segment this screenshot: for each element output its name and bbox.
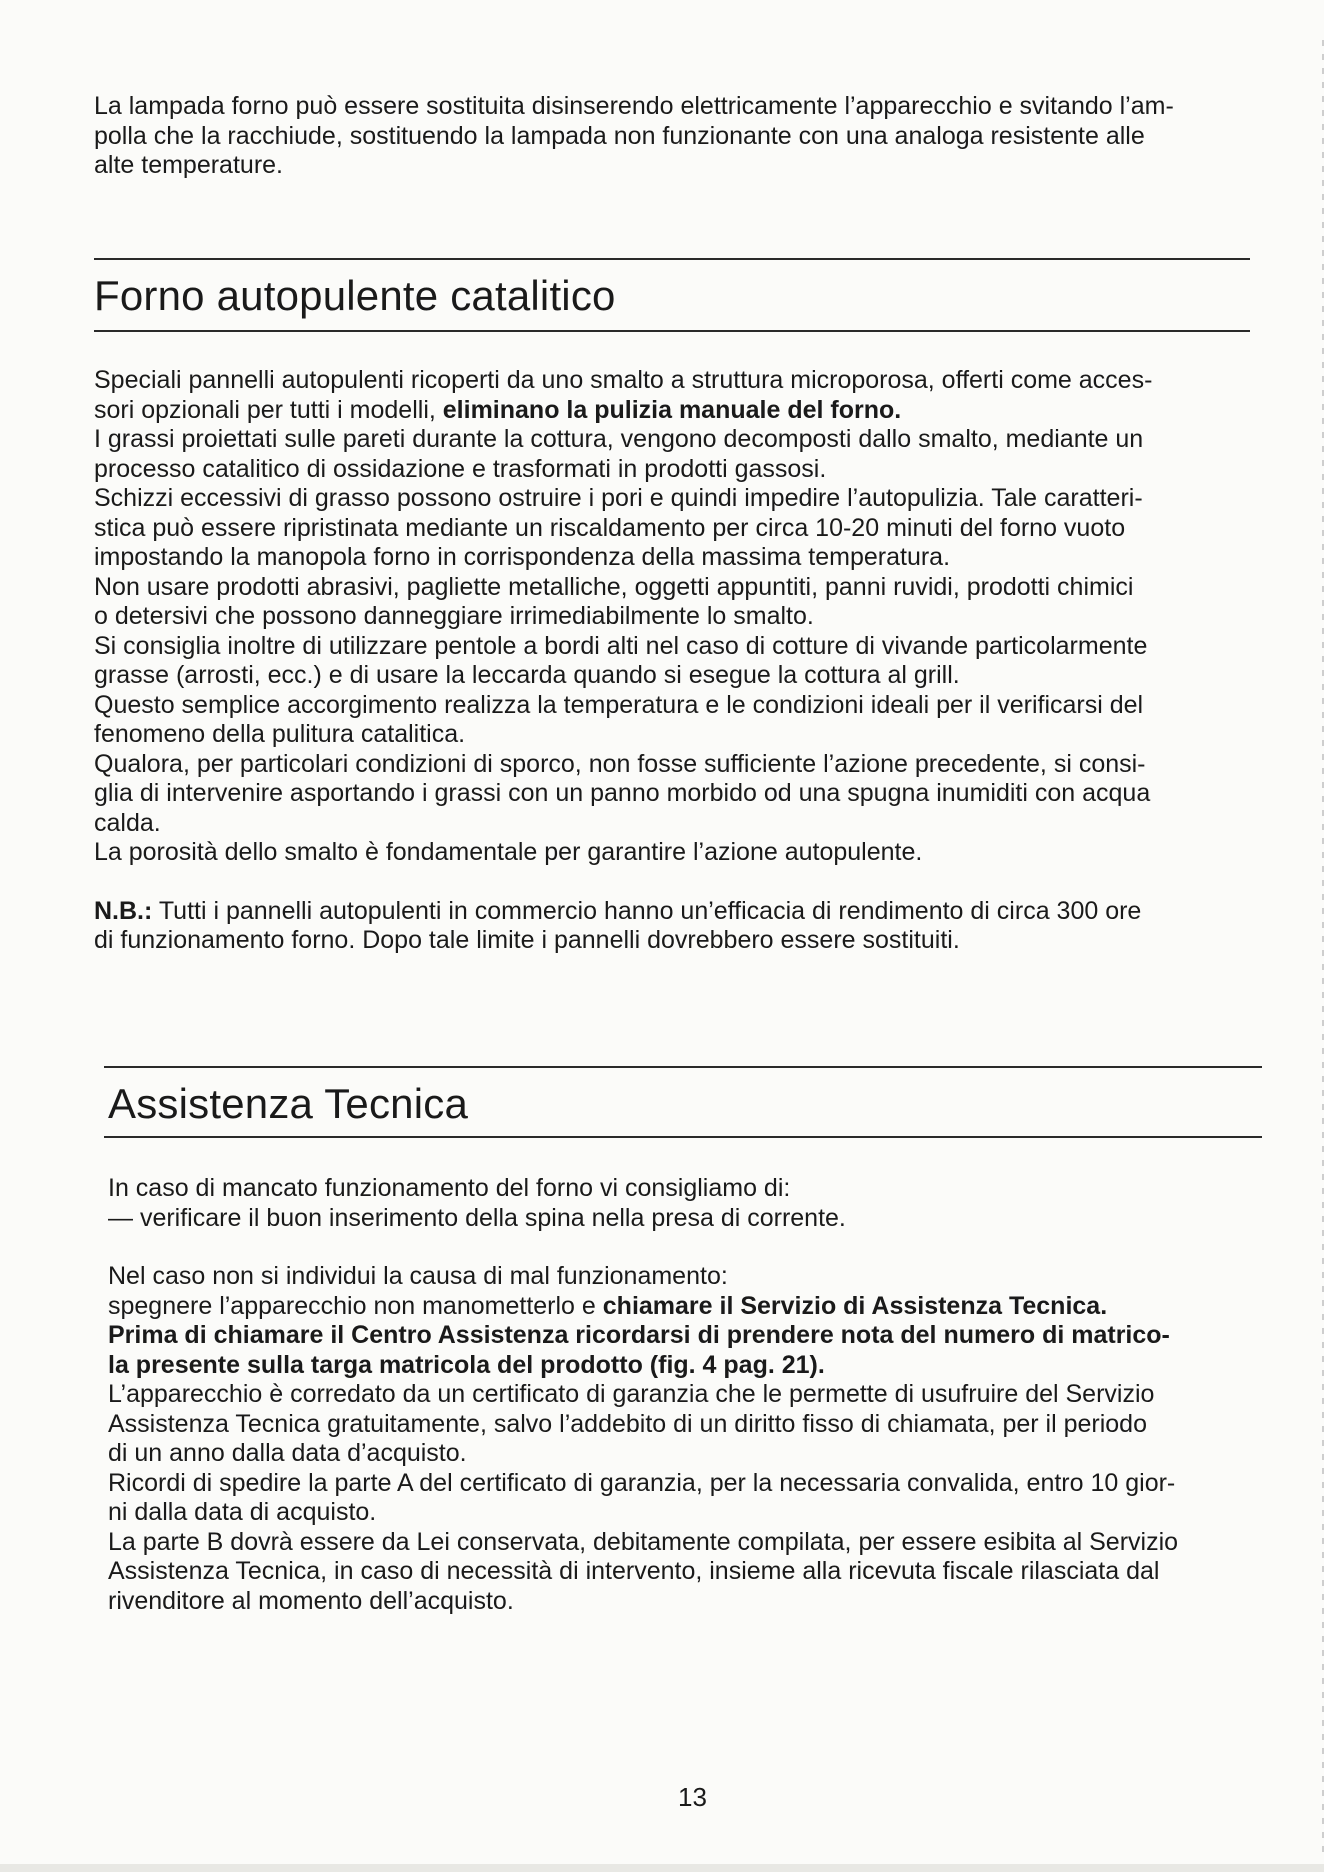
section-rule-top xyxy=(94,258,1250,260)
body-line: La parte B dovrà essere da Lei conservata, debitamente compilata, per essere esibita al Servizio xyxy=(108,1527,1179,1556)
body-bold-text: eliminano la pulizia manuale del forno. xyxy=(442,395,902,424)
intro-line: polla che la racchiude, sostituendo la lampada non funzionante con una analoga resistente alle xyxy=(94,121,1145,150)
intro-line: alte temperature. xyxy=(94,151,283,179)
nota-bene-text: Tutti i pannelli autopulenti in commercio hanno un’efficacia di rendimento di circa 300 ore xyxy=(152,896,1142,925)
body-line: In caso di mancato funzionamento del forno vi consigliamo di: xyxy=(108,1174,791,1202)
body-line: L’apparecchio è corredato da un certificato di garanzia che le permette di usufruire del Servizio xyxy=(108,1380,1155,1408)
body-text: sori opzionali per tutti i modelli, xyxy=(94,395,443,424)
body-line: calda. xyxy=(94,808,161,837)
intro-line: La lampada forno può essere sostituita disinserendo elettricamente l’apparecchio e svitando l’am- xyxy=(94,92,1174,120)
body-line: di funzionamento forno. Dopo tale limite i pannelli dovrebbero essere sostituiti. xyxy=(94,926,960,954)
body-line: Ricordi di spedire la parte A del certificato di garanzia, per la necessaria convalida, entro 10 gior- xyxy=(108,1468,1176,1497)
body-line: Speciali pannelli autopulenti ricoperti da uno smalto a struttura microporosa, offerti come acces- xyxy=(94,366,1153,394)
body-line: rivenditore al momento dell’acquisto. xyxy=(108,1586,514,1615)
body-line xyxy=(108,1292,1178,1322)
body-line: I grassi proiettati sulle pareti durante la cottura, vengono decomposti dallo smalto, mediante un xyxy=(94,425,1144,453)
section-title-forno-autopulente: Forno autopulente catalitico xyxy=(94,272,616,319)
body-line xyxy=(94,396,1152,426)
body-line: impostando la manopola forno in corrispondenza della massima temperatura. xyxy=(94,543,951,571)
nota-bene-label: N.B.: xyxy=(94,896,153,925)
body-line: Assistenza Tecnica, in caso di necessità di intervento, insieme alla ricevuta fiscale rilasciata dal xyxy=(108,1557,1160,1585)
intro-paragraph xyxy=(94,92,1174,181)
body-line: grasse (arrosti, ecc.) e di usare la leccarda quando si esegue la cottura al grill. xyxy=(94,661,960,689)
body-line: stica può essere ripristinata mediante un riscaldamento per circa 10-20 minuti del forno vuoto xyxy=(94,513,1126,542)
body-line: La porosità dello smalto è fondamentale per garantire l’azione autopulente. xyxy=(94,838,923,866)
section-title-assistenza-tecnica: Assistenza Tecnica xyxy=(108,1080,469,1127)
scan-bottom-band xyxy=(0,1864,1324,1872)
body-bold-line xyxy=(108,1321,1178,1351)
body-bold-text: chiamare il Servizio di Assistenza Tecnica. xyxy=(602,1291,1108,1320)
body-line: ni dalla data di acquisto. xyxy=(108,1498,377,1526)
nota-bene xyxy=(94,897,1152,927)
body-line: fenomeno della pulitura catalitica. xyxy=(94,720,466,748)
body-line: glia di intervenire asportando i grassi con un panno morbido od una spugna inumiditi con acqua xyxy=(94,779,1151,807)
body-line: Qualora, per particolari condizioni di sporco, non fosse sufficiente l’azione precedente, si consi- xyxy=(94,749,1146,778)
body-line: Schizzi eccessivi di grasso possono ostruire i pori e quindi impedire l’autopulizia. Tale caratteri- xyxy=(94,484,1143,512)
body-line: Questo semplice accorgimento realizza la temperatura e le condizioni ideali per il verificarsi del xyxy=(94,690,1144,719)
body-line: Assistenza Tecnica gratuitamente, salvo l’addebito di un diritto fisso di chiamata, per il periodo xyxy=(108,1409,1147,1438)
page-number: 13 xyxy=(678,1782,707,1812)
body-line: processo catalitico di ossidazione e trasformati in prodotti gassosi. xyxy=(94,454,827,483)
section-rule-bottom xyxy=(94,330,1250,332)
section-rule-bottom xyxy=(104,1136,1262,1138)
body-line: Non usare prodotti abrasivi, pagliette metalliche, oggetti appuntiti, panni ruvidi, prodotti chimici xyxy=(94,572,1134,601)
section1-body xyxy=(94,366,1152,956)
body-bold-line xyxy=(108,1351,1178,1381)
body-line: — verificare il buon inserimento della spina nella presa di corrente. xyxy=(108,1203,846,1232)
section-rule-top xyxy=(104,1066,1262,1068)
body-line: o detersivi che possono danneggiare irrimediabilmente lo smalto. xyxy=(94,602,814,630)
section2-body xyxy=(108,1174,1178,1616)
body-line: Si consiglia inoltre di utilizzare pentole a bordi alti nel caso di cotture di vivande particolarmente xyxy=(94,631,1148,660)
body-line: di un anno dalla data d’acquisto. xyxy=(108,1439,467,1467)
body-bold-text: Prima di chiamare il Centro Assistenza ricordarsi di prendere nota del numero di matrico- xyxy=(108,1321,1170,1349)
body-bold-text: la presente sulla targa matricola del prodotto (fig. 4 pag. 21). xyxy=(108,1350,825,1379)
body-text: spegnere l’apparecchio non manometterlo e xyxy=(108,1291,603,1320)
body-line: Nel caso non si individui la causa di mal funzionamento: xyxy=(108,1262,728,1290)
